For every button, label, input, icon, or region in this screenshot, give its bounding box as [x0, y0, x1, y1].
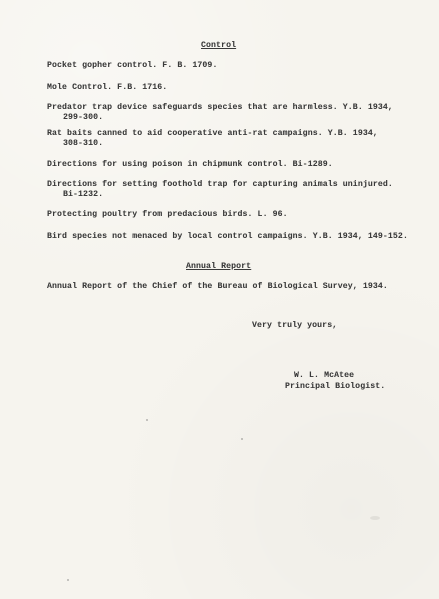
signer-title: Principal Biologist. — [285, 382, 386, 391]
paper-speck — [146, 419, 148, 421]
annual-report-entry: Annual Report of the Chief of the Bureau of Biological Survey, 1934. — [47, 282, 388, 291]
annual-report-heading: Annual Report — [186, 262, 252, 271]
entry-protecting-poultry: Protecting poultry from predacious birds. L. 96. — [47, 210, 288, 219]
signer-name: W. L. McAtee — [294, 371, 355, 380]
entry-chipmunk-control: Directions for using poison in chipmunk control. Bi-1289. — [47, 160, 333, 169]
control-heading: Control — [201, 41, 237, 50]
closing-line: Very truly yours, — [252, 321, 338, 330]
paper-speck — [67, 579, 69, 581]
paper-speck — [370, 516, 380, 520]
entry-predator-trap-continuation: 299-300. — [63, 113, 104, 122]
entry-foothold-trap-continuation: Bi-1232. — [63, 190, 104, 199]
paper-speck — [241, 438, 243, 440]
entry-bird-species: Bird species not menaced by local control campaigns. Y.B. 1934, 149-152. — [47, 232, 408, 241]
entry-pocket-gopher: Pocket gopher control. F. B. 1709. — [47, 61, 218, 70]
entry-foothold-trap: Directions for setting foothold trap for capturing animals uninjured. — [47, 180, 393, 189]
entry-rat-baits: Rat baits canned to aid cooperative anti-rat campaigns. Y.B. 1934, — [47, 129, 378, 138]
entry-rat-baits-continuation: 308-310. — [63, 139, 104, 148]
entry-mole-control: Mole Control. F.B. 1716. — [47, 83, 168, 92]
entry-predator-trap: Predator trap device safeguards species that are harmless. Y.B. 1934, — [47, 103, 393, 112]
